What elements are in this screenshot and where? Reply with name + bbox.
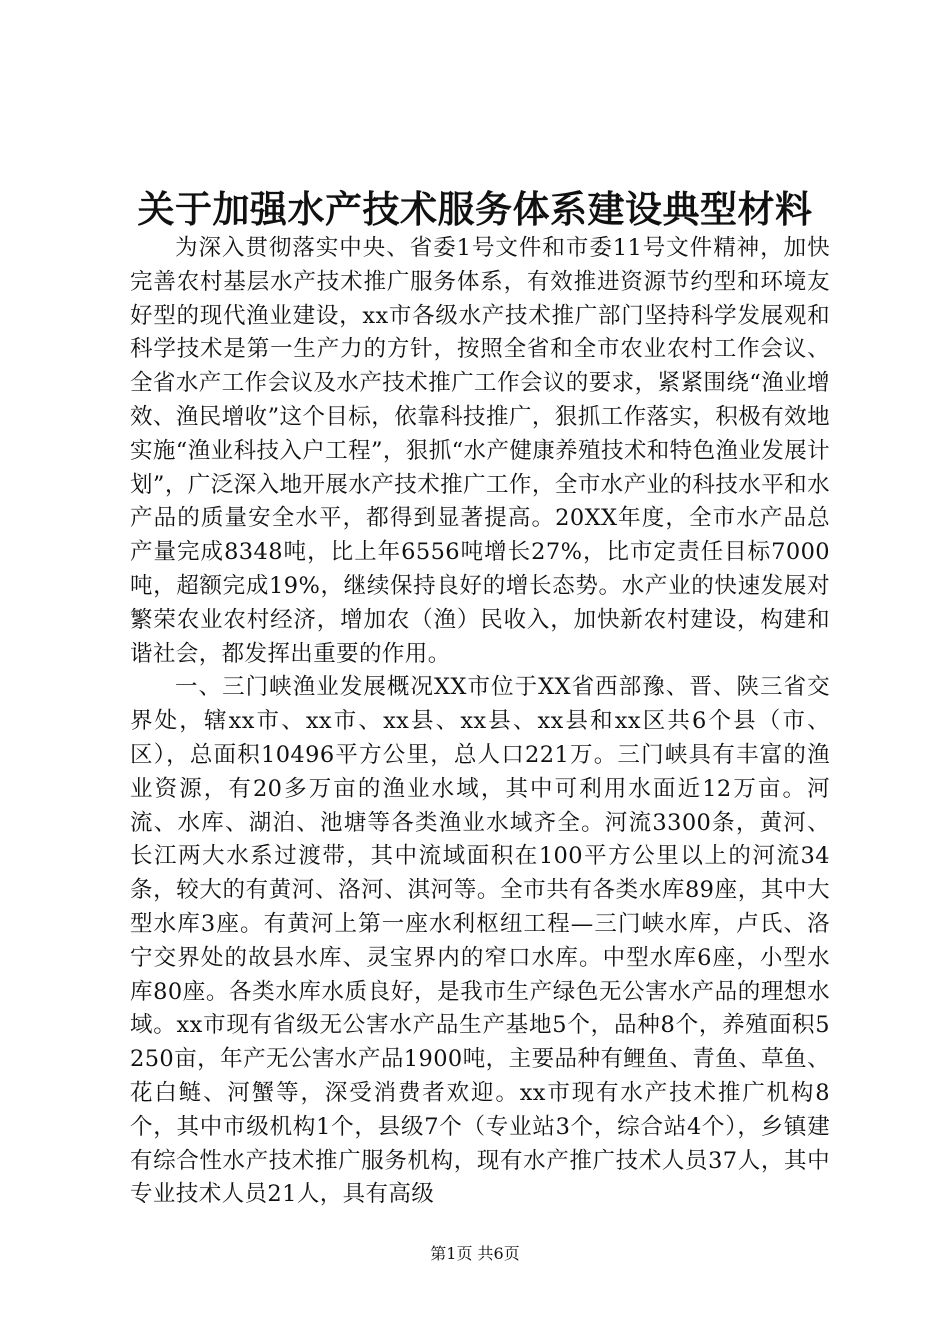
document-title: 关于加强水产技术服务体系建设典型材料 (137, 187, 813, 231)
page-footer: 第1页 共6页 (430, 1244, 520, 1263)
body-paragraph: 一、三门峡渔业发展概况XX市位于XX省西部豫、晋、陕三省交界处，辖xx市、xx市、xx县、xx县、xx县和xx区共6个县（市、区），总面积10496平方公里，总人口221万。三门峡具有丰富的渔业资源，有20多万亩的渔业水域，其中可利用水面近12万亩。河流、水库、湖泊、池塘等各类渔业水域齐全。河流3300条，黄河、长江两大水系过渡带，其中流域面积在100平方公里以上的河流34条，较大的有黄河、洛河、淇河等。全市共有各类水库89座，其中大型水库3座。有黄河上第一座水利枢纽工程—三门峡水库，卢氏、洛宁交界处的故县水库、灵宝界内的窄口水库。中型水库6座，小型水库80座。各类水库水质良好，是我市生产绿色无公害水产品的理想水域。xx市现有省级无公害水产品生产基地5个，品种8个，养殖面积5250亩，年产无公害水产品1900吨，主要品种有鲤鱼、青鱼、草鱼、花白鲢、河蟹等，深受消费者欢迎。xx市现有水产技术推广机构8个，其中市级机构1个，县级7个（专业站3个，综合站4个），乡镇建有综合性水产技术推广服务机构，现有水产推广技术人员37人，其中专业技术人员21人，具有高级 (130, 674, 830, 1208)
body-paragraph: 为深入贯彻落实中央、省委1号文件和市委11号文件精神，加快完善农村基层水产技术推广服务体系，有效推进资源节约型和环境友好型的现代渔业建设，xx市各级水产技术推广部门坚持科学发展观和科学技术是第一生产力的方针，按照全省和全市农业农村工作会议、全省水产工作会议及水产技术推广工作会议的要求，紧紧围绕“渔业增效、渔民增收”这个目标，依靠科技推广，狠抓工作落实，积极有效地实施“渔业科技入户工程”，狠抓“水产健康养殖技术和特色渔业发展计划”，广泛深入地开展水产技术推广工作，全市水产业的科技水平和水产品的质量安全水平，都得到显著提高。20XX年度，全市水产品总产量完成8348吨，比上年6556吨增长27%，比市定责任目标7000吨，超额完成19%，继续保持良好的增长态势。水产业的快速发展对繁荣农业农村经济，增加农（渔）民收入，加快新农村建设，构建和谐社会，都发挥出重要的作用。 (130, 235, 830, 667)
document-body (130, 232, 830, 1212)
